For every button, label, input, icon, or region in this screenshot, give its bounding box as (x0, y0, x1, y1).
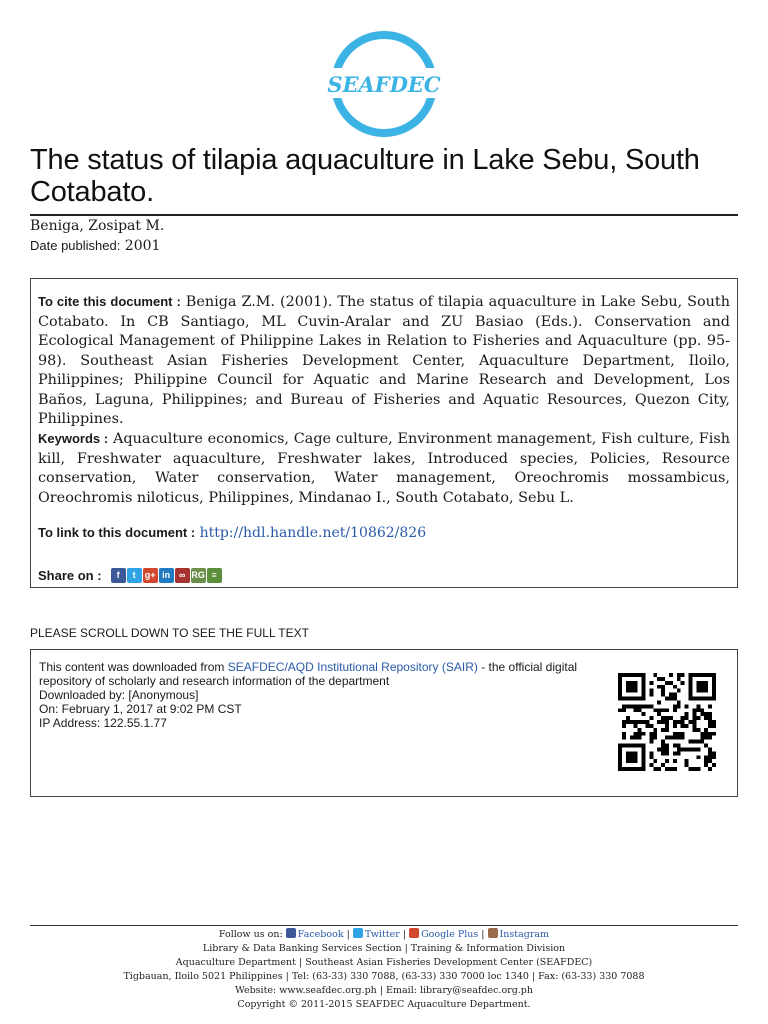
footer-line-copyright: Copyright © 2011-2015 SEAFDEC Aquaculture Department. (237, 999, 531, 1010)
footer-social: Follow us on: Facebook | Twitter | Google Plus | Instagram (218, 929, 550, 940)
footer-line-library: Library & Data Banking Services Section | Training & Information Division (202, 943, 566, 954)
date-published (30, 238, 160, 254)
download-prefix: This content was downloaded from (39, 660, 225, 674)
download-source (39, 660, 599, 688)
researchgate-icon[interactable]: RG (191, 568, 206, 583)
google-plus-icon[interactable]: g+ (143, 568, 158, 583)
date-label: Date published: (30, 238, 121, 253)
footer-line-address: Tigbauan, Iloilo 5021 Philippines | Tel: (63-33) 330 7088, (63-33) 330 7000 loc 1340 | Fax: (63-33) 330 7088 (123, 971, 645, 982)
cite-text: Beniga Z.M. (2001). The status of tilapia aquaculture in Lake Sebu, South Cotabato. In CB Santiago, ML Cuvin-Aralar and ZU Basiao (Eds.). Conservation and Ecological Management of Philippine Lakes in Relation to Fisheries and Aquaculture (pp. 95-98). Southeast Asian Fisheries Development Center, Aquaculture Department, Iloilo, Philippines; Philippine Council for Aquatic and Marine Research and Development, Los Baños, Laguna, Philippines; and Bureau of Fisheries and Aquatic Resources, Quezon City, Philippines. (38, 294, 730, 427)
citation (38, 292, 730, 430)
twitter-icon[interactable]: t (127, 568, 142, 583)
instagram-icon (488, 928, 498, 938)
qr-code (618, 672, 716, 776)
linkedin-icon[interactable]: in (159, 568, 174, 583)
downloaded-by: Downloaded by: [Anonymous] (39, 688, 199, 702)
footer-line-department: Aquaculture Department | Southeast Asian Fisheries Development Center (SEAFDEC) (175, 957, 593, 968)
title-divider (30, 214, 738, 216)
google-plus-icon (409, 928, 419, 938)
ip-address: IP Address: 122.55.1.77 (39, 716, 167, 730)
footer-instagram-link[interactable]: Instagram (499, 929, 550, 940)
date-value: 2001 (124, 238, 161, 254)
download-info (39, 660, 599, 730)
footer-divider (30, 925, 738, 926)
follow-label: Follow us on: (218, 929, 283, 940)
logo-text: SEAFDEC (327, 72, 441, 97)
download-date: On: February 1, 2017 at 9:02 PM CST (39, 702, 242, 716)
keywords (38, 429, 730, 508)
repository-link[interactable]: SEAFDEC/AQD Institutional Repository (SAIR) (227, 660, 478, 674)
footer-line-web: Website: www.seafdec.org.ph | Email: library@seafdec.org.ph (234, 985, 534, 996)
document-icon[interactable]: ≡ (207, 568, 222, 583)
mendeley-icon[interactable]: ∞ (175, 568, 190, 583)
cite-label: To cite this document : (38, 294, 181, 309)
keywords-label: Keywords : (38, 431, 109, 446)
footer-facebook-link[interactable]: Facebook (297, 929, 344, 940)
twitter-icon (353, 928, 363, 938)
keywords-text: Aquaculture economics, Cage culture, Environment management, Fish culture, Fish kill, Freshwater aquaculture, Freshwater lakes, Introduced species, Policies, Resource conservation, Water conservation, Water management, Oreochromis mossambicus, Oreochromis niloticus, Philippines, Mindanao I., South Cotabato, Sebu L. (38, 431, 731, 506)
footer-twitter-link[interactable]: Twitter (364, 929, 400, 940)
document-link (38, 525, 426, 541)
footer-google-plus-link[interactable]: Google Plus (421, 929, 479, 940)
facebook-icon[interactable]: f (111, 568, 126, 583)
share-label: Share on : (38, 568, 102, 583)
scroll-notice: PLEASE SCROLL DOWN TO SEE THE FULL TEXT (30, 626, 309, 640)
author: Beniga, Zosipat M. (30, 218, 165, 234)
download-suffix: - the official digital repository of scholarly and research information of the department (39, 660, 578, 688)
footer (30, 928, 738, 1012)
seafdec-logo (314, 30, 454, 138)
share-row (38, 565, 223, 584)
document-title: The status of tilapia aquaculture in Lake Sebu, South Cotabato. (30, 144, 700, 208)
facebook-icon (286, 928, 296, 938)
link-label: To link to this document : (38, 525, 196, 540)
handle-link[interactable]: http://hdl.handle.net/10862/826 (199, 525, 427, 541)
